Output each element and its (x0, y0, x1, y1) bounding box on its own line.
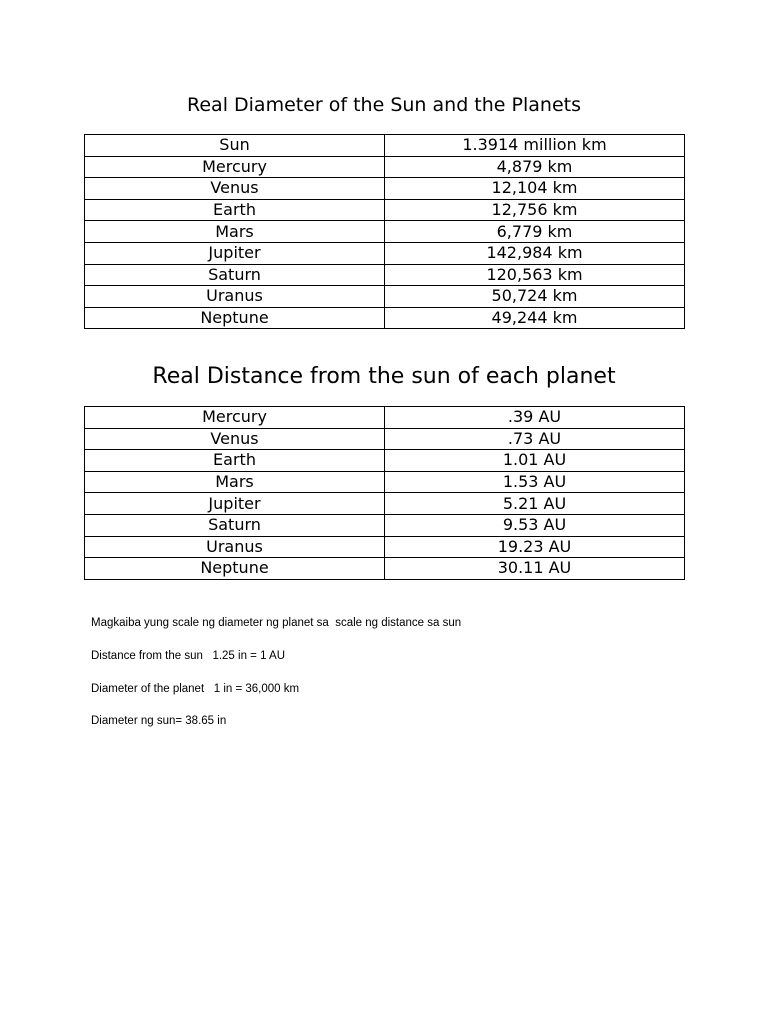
table-row (85, 514, 685, 536)
sun-diameter-note: Diameter ng sun= 38.65 in (91, 715, 227, 727)
distance-value-cell: 1.53 AU (385, 471, 685, 493)
diameter-value-cell: 142,984 km (385, 242, 685, 264)
distance-value-cell: 1.01 AU (385, 450, 685, 472)
planet-name-cell: Mercury (85, 407, 385, 429)
diameter-value-cell: 1.3914 million km (385, 135, 685, 157)
body-name-cell: Neptune (85, 307, 385, 329)
diameter-value-cell: 49,244 km (385, 307, 685, 329)
body-name-cell: Sun (85, 135, 385, 157)
diameter-table (84, 134, 685, 329)
distance-table (84, 406, 685, 580)
table-row (85, 242, 685, 264)
scale-difference-note: Magkaiba yung scale ng diameter ng planet sa scale ng distance sa sun (91, 617, 462, 629)
distance-value-cell: 30.11 AU (385, 558, 685, 580)
table-row (85, 471, 685, 493)
diameter-value-cell: 6,779 km (385, 221, 685, 243)
diameter-value-cell: 12,104 km (385, 178, 685, 200)
body-name-cell: Mars (85, 221, 385, 243)
diameter-value-cell: 4,879 km (385, 156, 685, 178)
diameter-value-cell: 120,563 km (385, 264, 685, 286)
planet-name-cell: Neptune (85, 558, 385, 580)
body-name-cell: Earth (85, 199, 385, 221)
body-name-cell: Uranus (85, 286, 385, 308)
body-name-cell: Jupiter (85, 242, 385, 264)
planet-name-cell: Jupiter (85, 493, 385, 515)
distance-value-cell: 19.23 AU (385, 536, 685, 558)
table-row (85, 450, 685, 472)
body-name-cell: Venus (85, 178, 385, 200)
body-name-cell: Mercury (85, 156, 385, 178)
distance-table-title: Real Distance from the sun of each planet (152, 364, 616, 389)
planet-name-cell: Earth (85, 450, 385, 472)
distance-value-cell: 5.21 AU (385, 493, 685, 515)
table-row (85, 493, 685, 515)
distance-scale-note: Distance from the sun 1.25 in = 1 AU (91, 650, 286, 662)
table-row (85, 156, 685, 178)
planet-name-cell: Saturn (85, 514, 385, 536)
table-row (85, 536, 685, 558)
table-row (85, 286, 685, 308)
table-row (85, 558, 685, 580)
distance-value-cell: 9.53 AU (385, 514, 685, 536)
table-row (85, 264, 685, 286)
distance-value-cell: .39 AU (385, 407, 685, 429)
table-row (85, 307, 685, 329)
table-row (85, 135, 685, 157)
table-row (85, 178, 685, 200)
planet-name-cell: Mars (85, 471, 385, 493)
diameter-table-title: Real Diameter of the Sun and the Planets (187, 94, 581, 116)
body-name-cell: Saturn (85, 264, 385, 286)
diameter-value-cell: 50,724 km (385, 286, 685, 308)
table-row (85, 407, 685, 429)
planet-name-cell: Uranus (85, 536, 385, 558)
diameter-value-cell: 12,756 km (385, 199, 685, 221)
planet-name-cell: Venus (85, 428, 385, 450)
distance-value-cell: .73 AU (385, 428, 685, 450)
table-row (85, 428, 685, 450)
table-row (85, 199, 685, 221)
diameter-scale-note: Diameter of the planet 1 in = 36,000 km (91, 683, 300, 695)
table-row (85, 221, 685, 243)
